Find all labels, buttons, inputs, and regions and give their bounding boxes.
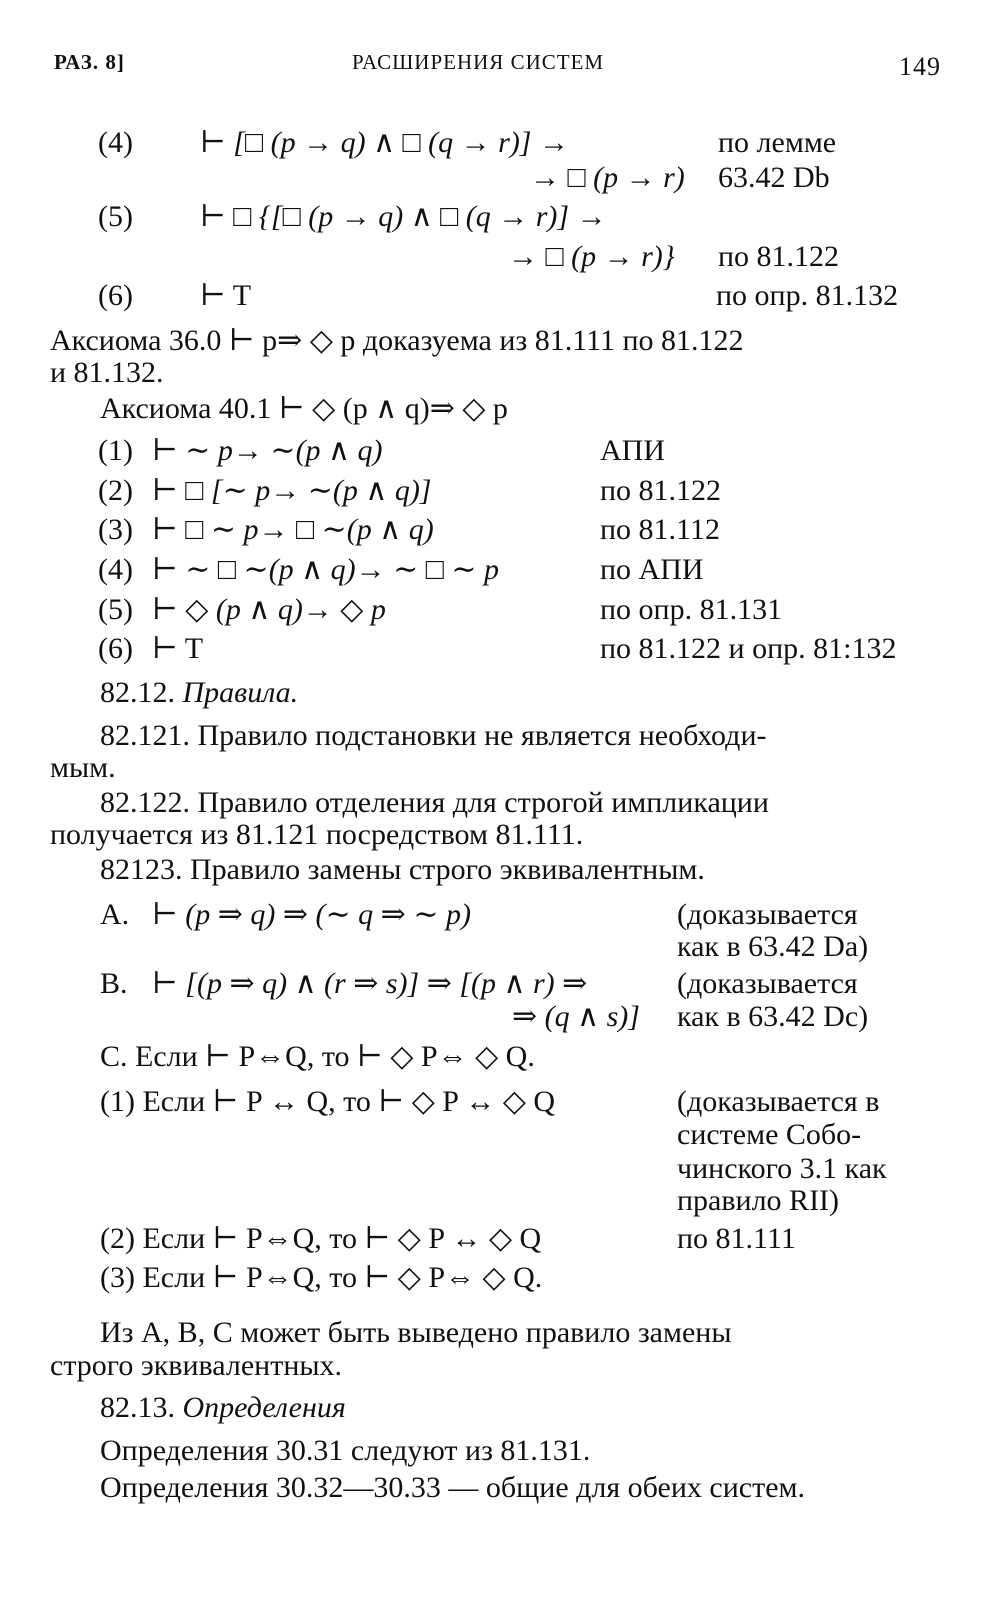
item-c1-line: (1) Если ⊢ P ↔ Q, то ⊢ ◇ P ↔ ◇ Q xyxy=(100,1085,556,1118)
item-c1-note1: (доказывается в xyxy=(677,1085,880,1118)
proof-a-formula-6: ⊢ T xyxy=(200,279,252,312)
axiom-40-note-2: по 81.122 xyxy=(600,474,722,507)
proof-a-note-4: по лемме xyxy=(718,126,837,159)
item-b-formula1: ⊢ [(p ⇒ q) ∧ (r ⇒ s)] ⇒ [(p ∧ r) ⇒ xyxy=(152,967,588,1000)
axiom-40-formula-3: ⊢ □ ∼ p→ □ ∼(p ∧ q) xyxy=(152,513,434,546)
axiom-40-num-3: (3) xyxy=(98,513,133,546)
conclusion-line2: строго эквивалентных. xyxy=(50,1349,343,1382)
proof-a-formula-5-cont: → □ (p → r)} xyxy=(508,240,675,273)
axiom-40-note-1: АПИ xyxy=(600,434,665,467)
axiom-40-note-5: по опр. 81.131 xyxy=(600,593,783,626)
rules-heading xyxy=(100,676,298,710)
axiom-40-num-1: (1) xyxy=(98,434,133,467)
axiom-40-num-2: (2) xyxy=(98,474,133,507)
header-title: РАСШИРЕНИЯ СИСТЕМ xyxy=(352,50,605,74)
proof-a-note-4-cont: 63.42 Db xyxy=(718,161,830,194)
definitions-line2: Определения 30.32—30.33 — общие для обеих систем. xyxy=(100,1471,806,1504)
item-c1-note4: правило RII) xyxy=(677,1184,840,1217)
item-b-note1: (доказывается xyxy=(677,967,858,1000)
item-c1-note3: чинского 3.1 как xyxy=(677,1152,887,1185)
axiom-40-formula-2: ⊢ □ [∼ p→ ∼(p ∧ q)] xyxy=(152,474,432,507)
rules-heading-num: 82.12. xyxy=(100,676,175,709)
item-b-note2: как в 63.42 Dc) xyxy=(677,1000,869,1033)
rule-122-line2: получается из 81.121 посредством 81.111. xyxy=(50,818,584,851)
axiom-36-line1: Аксиома 36.0 ⊢ p⇒ ◇ p доказуема из 81.111 по 81.122 xyxy=(50,324,744,357)
item-c3-line: (3) Если ⊢ P⇔Q, то ⊢ ◇ P⇔ ◇ Q. xyxy=(100,1261,543,1294)
page-number: 149 xyxy=(899,52,941,81)
proof-a-formula-4-cont: → □ (p → r) xyxy=(530,161,685,194)
axiom-36-line2: и 81.132. xyxy=(50,356,164,389)
axiom-40-num-4: (4) xyxy=(98,553,133,586)
item-b-formula2: ⇒ (q ∧ s)] xyxy=(512,1000,640,1033)
axiom-40-formula-1: ⊢ ∼ p→ ∼(p ∧ q) xyxy=(152,434,383,467)
item-c2-line: (2) Если ⊢ P⇔Q, то ⊢ ◇ P ↔ ◇ Q xyxy=(100,1222,542,1255)
definitions-heading xyxy=(100,1391,346,1425)
rule-121-line2: мым. xyxy=(50,751,116,784)
axiom-40-title: Аксиома 40.1 ⊢ ◇ (p ∧ q)⇒ ◇ p xyxy=(100,392,508,425)
proof-a-num-6: (6) xyxy=(98,279,133,312)
axiom-40-note-4: по АПИ xyxy=(600,553,704,586)
definitions-line1: Определения 30.31 следуют из 81.131. xyxy=(100,1434,591,1467)
axiom-40-num-5: (5) xyxy=(98,593,133,626)
item-c2-note: по 81.111 xyxy=(677,1222,796,1255)
rule-121-line1: 82.121. Правило подстановки не является необходи- xyxy=(100,719,767,752)
item-c-line: C. Если ⊢ P⇔Q, то ⊢ ◇ P⇔ ◇ Q. xyxy=(100,1040,535,1073)
axiom-40-note-3: по 81.112 xyxy=(600,513,720,546)
item-a-note2: как в 63.42 Da) xyxy=(677,930,869,963)
definitions-heading-title: Определения xyxy=(182,1391,346,1424)
proof-a-note-6: по опр. 81.132 xyxy=(716,279,899,312)
conclusion-line1: Из A, B, C может быть выведено правило замены xyxy=(100,1316,732,1349)
rule-122-line1: 82.122. Правило отделения для строгой импликации xyxy=(100,786,769,819)
proof-a-formula-5: ⊢ □ {[□ (p → q) ∧ □ (q → r)] → xyxy=(200,200,607,233)
axiom-40-num-6: (6) xyxy=(98,632,133,665)
rule-123: 82123. Правило замены строго эквивалентным. xyxy=(100,853,705,886)
item-a-note1: (доказывается xyxy=(677,898,858,931)
axiom-40-formula-6: ⊢ T xyxy=(152,632,204,665)
header-section: РАЗ. 8] xyxy=(54,50,125,74)
item-c1-note2: системе Собо- xyxy=(677,1118,862,1151)
proof-a-note-5: по 81.122 xyxy=(718,240,840,273)
proof-a-num-5: (5) xyxy=(98,200,133,233)
definitions-heading-num: 82.13. xyxy=(100,1391,175,1424)
proof-a-formula-4: ⊢ [□ (p → q) ∧ □ (q → r)] → xyxy=(200,126,569,159)
rules-heading-title: Правила. xyxy=(182,676,299,709)
axiom-40-note-6: по 81.122 и опр. 81:132 xyxy=(600,632,897,665)
proof-a-num-4: (4) xyxy=(98,126,133,159)
axiom-40-formula-4: ⊢ ∼ □ ∼(p ∧ q)→ ∼ □ ∼ p xyxy=(152,553,500,586)
axiom-40-formula-5: ⊢ ◇ (p ∧ q)→ ◇ p xyxy=(152,593,386,626)
item-b-label: B. xyxy=(100,967,128,1000)
item-a-label: A. xyxy=(100,898,130,931)
item-a-formula: ⊢ (p ⇒ q) ⇒ (∼ q ⇒ ∼ p) xyxy=(152,898,471,931)
